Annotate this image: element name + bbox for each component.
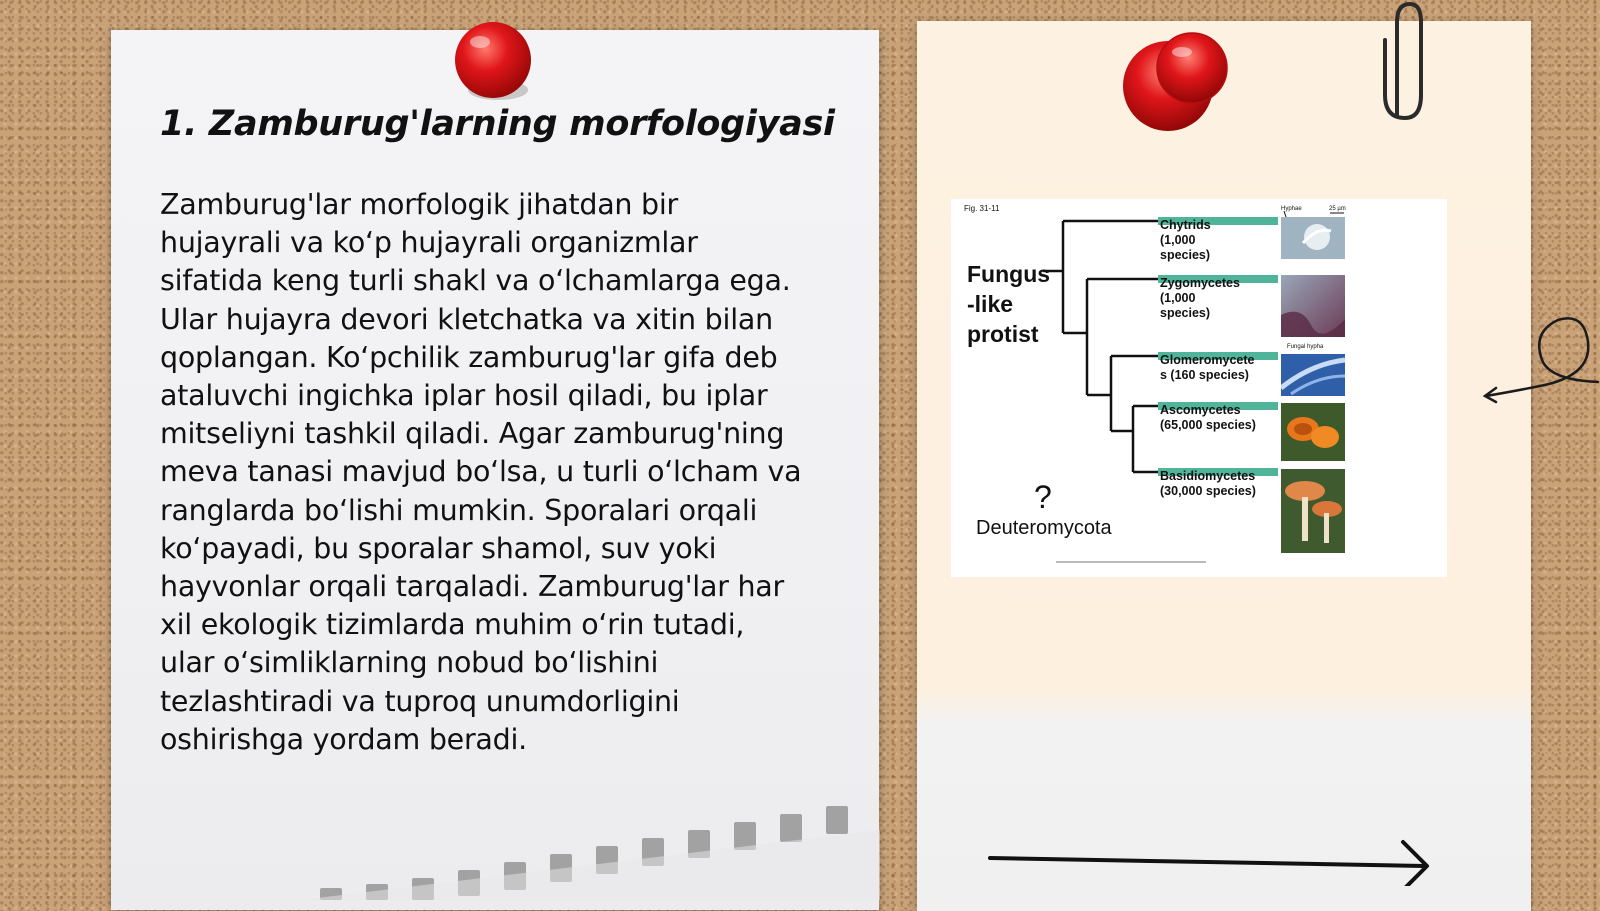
deuteromycota-label: Deuteromycota: [976, 517, 1112, 539]
taxon-line: Zygomycetes: [1160, 276, 1240, 290]
taxon-line: (65,000 species): [1160, 418, 1256, 432]
ascomycete-photo: [1281, 403, 1345, 461]
fungal-hypha-label: Fungal hypha: [1287, 344, 1324, 350]
scale-label: 25 µm: [1329, 206, 1346, 212]
taxon-glomeromycetes: [1160, 353, 1254, 383]
body-line: ataluvchi ingichka iplar hosil qiladi, bu iplar: [160, 379, 768, 413]
taxon-line: Glomeromycete: [1160, 353, 1255, 367]
body-line: ko‘payadi, bu sporalar shamol, suv yoki: [160, 531, 717, 565]
root-label-line: protist: [967, 321, 1039, 347]
page-title: 1. Zamburug'larning morfologiyasi: [160, 104, 835, 144]
body-line: oshirishga yordam beradi.: [160, 722, 527, 756]
body-line: ular o‘simliklarning nobud bo‘lishini: [160, 646, 659, 680]
taxon-line: Basidiomycetes: [1160, 469, 1256, 483]
body-line: qoplangan. Ko‘pchilik zamburug'lar gifa deb: [160, 340, 778, 374]
notebook-tear-edge: [300, 800, 880, 900]
taxon-line: (1,000: [1160, 233, 1196, 247]
body-line: xil ekologik tizimlarda muhim o‘rin tutadi,: [160, 608, 745, 642]
phylogeny-figure: [951, 199, 1447, 577]
taxon-chytrids: [1160, 218, 1211, 263]
chytrid-photo: [1281, 217, 1345, 259]
taxon-line: Ascomycetes: [1160, 403, 1241, 417]
taxon-zygomycetes: [1160, 276, 1240, 321]
body-line: mitseliyni tashkil qiladi. Agar zamburug'ning: [160, 417, 785, 451]
taxon-line: species): [1160, 306, 1211, 320]
taxon-ascomycetes: [1160, 403, 1256, 433]
body-line: meva tanasi mavjud bo‘lsa, u turli o‘lcham va: [160, 455, 802, 489]
root-label-line: -like: [967, 291, 1014, 317]
zygomycete-photo: [1281, 275, 1345, 337]
hyphae-label: Hyphae: [1281, 206, 1302, 212]
body-line: tezlashtiradi va tuproq unumdorligini: [160, 684, 680, 718]
body-line: hayvonlar orqali tarqaladi. Zamburug'lar har: [160, 570, 784, 604]
arrow-right-icon: [985, 836, 1445, 886]
basidiomycete-photo: [1281, 469, 1345, 553]
body-line: Zamburug'lar morfologik jihatdan bir: [160, 188, 679, 221]
figure-label: Fig. 31-11: [964, 204, 1000, 213]
taxon-basidiomycetes: [1160, 469, 1256, 499]
push-pin-icon-right: [1120, 30, 1240, 136]
body-line: ranglarda bo‘lishi mumkin. Sporalari orqali: [160, 493, 758, 527]
body-text: [160, 186, 850, 759]
taxon-line: (1,000: [1160, 291, 1196, 305]
figure-caption-line: [1056, 561, 1206, 563]
taxon-line: Chytrids: [1160, 218, 1211, 232]
taxon-line: (30,000 species): [1160, 484, 1256, 498]
paper-clip-icon: [1375, 0, 1425, 125]
body-line: hujayrali va ko‘p hujayrali organizmlar: [160, 226, 698, 260]
body-line: Ular hujayra devori kletchatka va xitin bilan: [160, 302, 773, 336]
taxon-line: species): [1160, 248, 1211, 262]
push-pin-icon: [450, 18, 538, 110]
question-mark: ?: [1034, 479, 1052, 515]
root-label-line: Fungus: [967, 261, 1051, 287]
taxon-line: s (160 species): [1160, 368, 1249, 382]
glomeromycete-photo: [1281, 354, 1345, 396]
body-line: sifatida keng turli shakl va o‘lchamlarga ega.: [160, 264, 791, 298]
curly-arrow-icon: [1480, 310, 1600, 410]
